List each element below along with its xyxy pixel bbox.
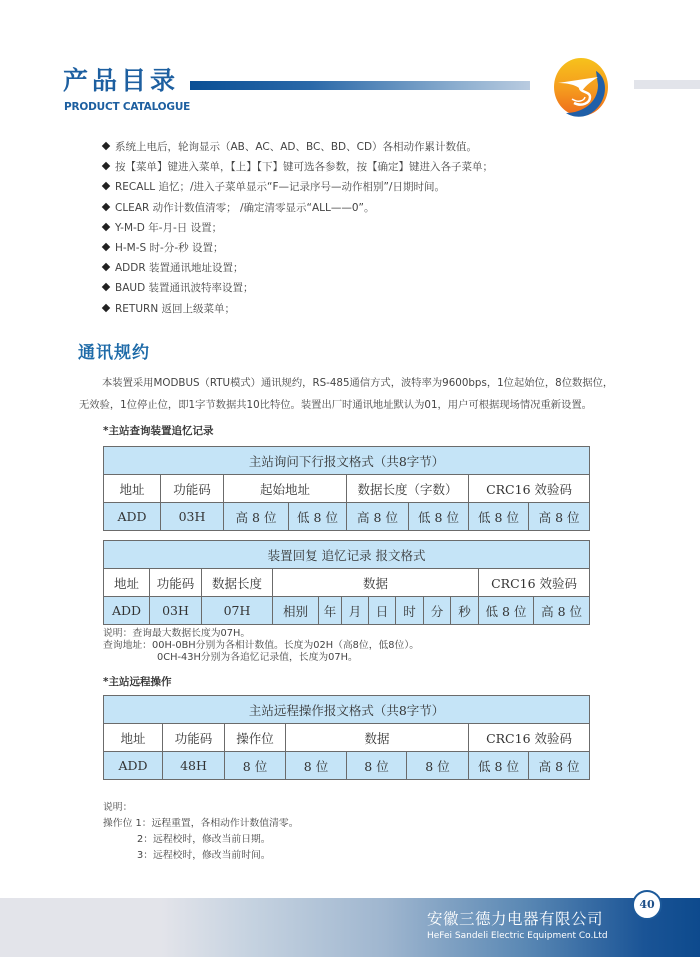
diamond-bullet-icon bbox=[102, 142, 110, 150]
value-cell: 8 位 bbox=[407, 752, 469, 780]
value-cell: 高 8 位 bbox=[534, 597, 590, 625]
header-cell: 功能码 bbox=[150, 569, 202, 597]
value-cell: 低 8 位 bbox=[469, 752, 529, 780]
bullet-item: 系统上电后，轮询显示（AB、AC、AD、BC、BD、CD）各相动作累计数值。 bbox=[103, 137, 493, 157]
note-line: 查询地址：00H-0BH分别为各相计数值。长度为02H（高8位，低8位）。 bbox=[103, 640, 420, 651]
value-cell: 8 位 bbox=[286, 752, 347, 780]
note-line: 说明： bbox=[103, 802, 133, 813]
value-cell: 高 8 位 bbox=[224, 503, 289, 531]
protocol-paragraph bbox=[79, 372, 639, 416]
value-cell: 8 位 bbox=[347, 752, 407, 780]
table-title: 主站询问下行报文格式（共8字节） bbox=[104, 447, 590, 475]
bullet-item: H-M-S 时-分-秒 设置； bbox=[103, 238, 493, 258]
diamond-bullet-icon bbox=[102, 182, 110, 190]
company-name-en: HeFei Sandeli Electric Equipment Co.Ltd bbox=[427, 931, 608, 941]
header-cell: 操作位 bbox=[225, 724, 286, 752]
diamond-bullet-icon bbox=[102, 283, 110, 291]
remote-notes bbox=[103, 800, 299, 864]
value-cell: 相别 bbox=[273, 597, 319, 625]
paragraph-line: 无效验，1位停止位，即1字节数据共10比特位。装置出厂时通讯地址默认为01，用户可根据现场情况重新设置。 bbox=[79, 399, 592, 411]
note-line: 0CH-43H分别为各追忆记录值，长度为07H。 bbox=[157, 652, 358, 663]
paragraph-line: 本装置采用MODBUS（RTU模式）通讯规约，RS-485通信方式，波特率为9600bps，1位起始位，8位数据位， bbox=[102, 377, 614, 389]
header-gray-bar bbox=[634, 80, 700, 89]
header-cell: CRC16 效验码 bbox=[479, 569, 590, 597]
table-title: 主站远程操作报文格式（共8字节） bbox=[104, 696, 590, 724]
remote-operation-table bbox=[103, 695, 590, 780]
header-cell: CRC16 效验码 bbox=[469, 475, 590, 503]
header-cell: 数据长度 bbox=[202, 569, 273, 597]
bullet-item: BAUD 装置通讯波特率设置； bbox=[103, 278, 493, 298]
diamond-bullet-icon bbox=[102, 263, 110, 271]
bullet-item: 按【菜单】键进入菜单，【上】【下】键可选各参数，按【确定】键进入各子菜单； bbox=[103, 157, 493, 177]
value-cell: ADD bbox=[104, 597, 150, 625]
remote-subhead: *主站远程操作 bbox=[103, 676, 172, 688]
header-cell: 地址 bbox=[104, 724, 163, 752]
header-cell: 功能码 bbox=[163, 724, 225, 752]
catalogue-title: 产品目录 bbox=[63, 66, 180, 95]
value-cell: 秒 bbox=[451, 597, 479, 625]
diamond-bullet-icon bbox=[102, 202, 110, 210]
page-number-badge: 40 bbox=[632, 890, 662, 920]
company-name-cn: 安徽三德力电器有限公司 bbox=[427, 910, 604, 928]
bullet-item: RECALL 追忆；/进入子菜单显示“F—记录序号—动作相别”/日期时间。 bbox=[103, 177, 493, 197]
value-cell: 分 bbox=[424, 597, 451, 625]
value-cell: 高 8 位 bbox=[347, 503, 409, 531]
value-cell: ADD bbox=[104, 752, 163, 780]
query-notes bbox=[103, 628, 419, 664]
device-reply-table bbox=[103, 540, 590, 625]
value-cell: 低 8 位 bbox=[469, 503, 529, 531]
value-cell: ADD bbox=[104, 503, 161, 531]
query-request-table bbox=[103, 446, 590, 531]
bullet-item: RETURN 返回上级菜单； bbox=[103, 299, 493, 319]
value-cell: 高 8 位 bbox=[529, 752, 590, 780]
value-cell: 高 8 位 bbox=[529, 503, 590, 531]
section-title: 通讯规约 bbox=[78, 343, 150, 363]
value-cell: 月 bbox=[342, 597, 369, 625]
bullet-item: ADDR 装置通讯地址设置； bbox=[103, 258, 493, 278]
value-cell: 时 bbox=[396, 597, 424, 625]
header-cell: 数据长度（字数） bbox=[347, 475, 469, 503]
header-cell: 起始地址 bbox=[224, 475, 347, 503]
catalogue-subtitle: PRODUCT CATALOGUE bbox=[64, 101, 191, 113]
sandeli-logo-icon bbox=[552, 57, 612, 119]
table-title: 装置回复 追忆记录 报文格式 bbox=[104, 541, 590, 569]
header-cell: CRC16 效验码 bbox=[469, 724, 590, 752]
header-gradient-bar bbox=[190, 81, 530, 90]
menu-bullet-list bbox=[103, 137, 493, 319]
value-cell: 48H bbox=[163, 752, 225, 780]
value-cell: 07H bbox=[202, 597, 273, 625]
value-cell: 低 8 位 bbox=[289, 503, 347, 531]
diamond-bullet-icon bbox=[102, 303, 110, 311]
header-cell: 功能码 bbox=[161, 475, 224, 503]
bullet-item: CLEAR 动作计数值清零； /确定清零显示“ALL——0”。 bbox=[103, 198, 493, 218]
value-cell: 8 位 bbox=[225, 752, 286, 780]
header-cell: 数据 bbox=[273, 569, 479, 597]
value-cell: 低 8 位 bbox=[479, 597, 534, 625]
header-cell: 地址 bbox=[104, 569, 150, 597]
header-cell: 地址 bbox=[104, 475, 161, 503]
value-cell: 年 bbox=[319, 597, 342, 625]
note-line: 操作位 1：远程重置，各相动作计数值清零。 bbox=[103, 818, 299, 829]
note-line: 2：远程校时，修改当前日期。 bbox=[137, 834, 271, 845]
diamond-bullet-icon bbox=[102, 243, 110, 251]
query-subhead: *主站查询装置追忆记录 bbox=[103, 425, 214, 437]
diamond-bullet-icon bbox=[102, 162, 110, 170]
bullet-item: Y-M-D 年-月-日 设置； bbox=[103, 218, 493, 238]
note-line: 说明：查询最大数据长度为07H。 bbox=[103, 628, 251, 639]
note-line: 3：远程校时，修改当前时间。 bbox=[137, 850, 271, 861]
value-cell: 03H bbox=[150, 597, 202, 625]
value-cell: 日 bbox=[369, 597, 396, 625]
value-cell: 03H bbox=[161, 503, 224, 531]
diamond-bullet-icon bbox=[102, 223, 110, 231]
header-cell: 数据 bbox=[286, 724, 469, 752]
value-cell: 低 8 位 bbox=[409, 503, 469, 531]
